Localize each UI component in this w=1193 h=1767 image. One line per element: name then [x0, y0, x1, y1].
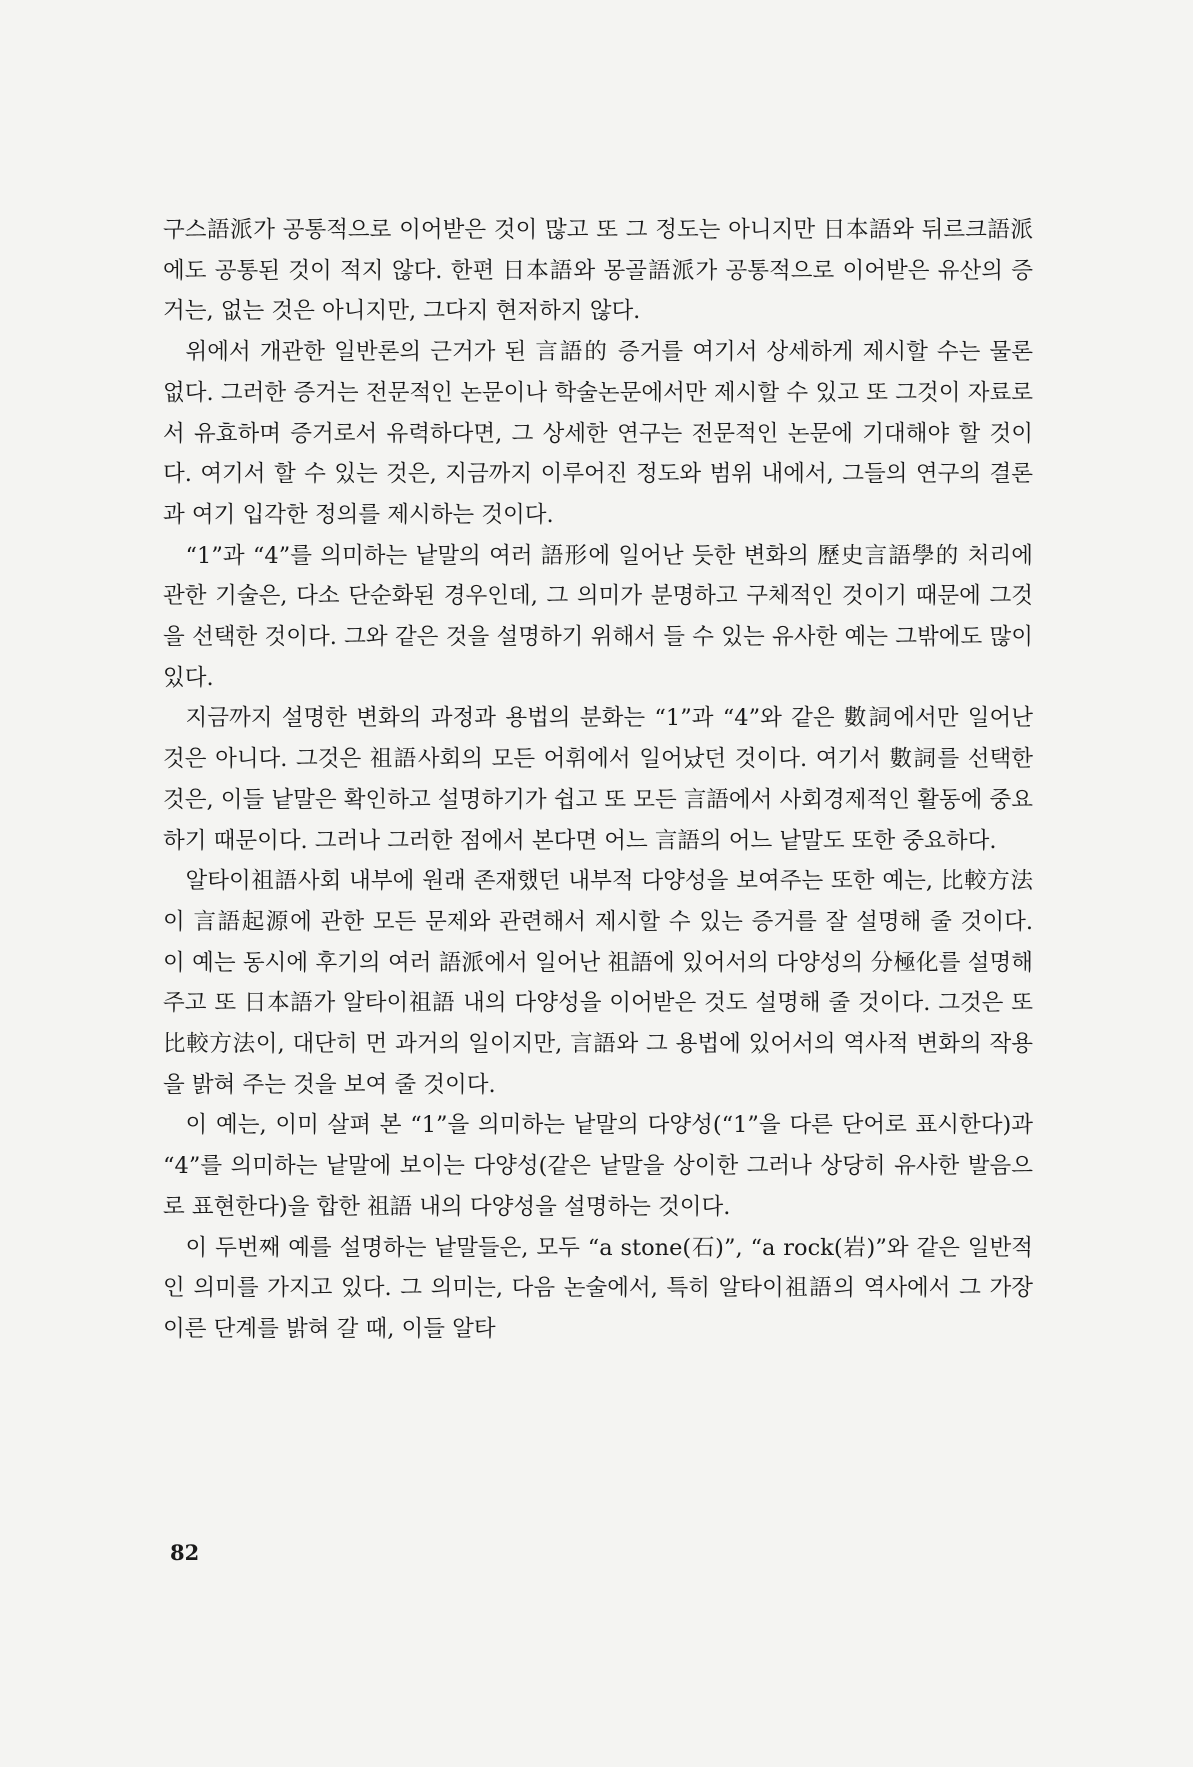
- paragraph-1: 구스語派가 공통적으로 이어받은 것이 많고 또 그 정도는 아니지만 日本語와 뒤르크語派에도 공통된 것이 적지 않다. 한편 日本語와 몽골語派가 공통적으로 이어받은 유산의 증거는, 없는 것은 아니지만, 그다지 현저하지 않다.: [163, 217, 1033, 325]
- page-number: 82: [170, 1540, 200, 1565]
- paragraph-3: “1”과 “4”를 의미하는 낱말의 여러 語形에 일어난 듯한 변화의 歷史言語學的 처리에 관한 기술은, 다소 단순화된 경우인데, 그 의미가 분명하고 구체적인 것이기 때문에 그것을 선택한 것이다. 그와 같은 것을 설명하기 위해서 들 수 있는 유사한 예는 그밖에도 많이 있다.: [163, 542, 1033, 691]
- body-text: [163, 210, 1033, 1350]
- paragraph-7: 이 두번째 예를 설명하는 낱말들은, 모두 “a stone(石)”, “a rock(岩)”와 같은 일반적인 의미를 가지고 있다. 그 의미는, 다음 논술에서, 특히 알타이祖語의 역사에서 그 가장 이른 단계를 밝혀 갈 때, 이들 알타: [163, 1234, 1033, 1342]
- paragraph-2: 위에서 개관한 일반론의 근거가 된 言語的 증거를 여기서 상세하게 제시할 수는 물론 없다. 그러한 증거는 전문적인 논문이나 학술논문에서만 제시할 수 있고 또 그것이 자료로서 유효하며 증거로서 유력하다면, 그 상세한 연구는 전문적인 논문에 기대해야 할 것이다. 여기서 할 수 있는 것은, 지금까지 이루어진 정도와 범위 내에서, 그들의 연구의 결론과 여기 입각한 정의를 제시하는 것이다.: [163, 339, 1033, 528]
- paragraph-5: 알타이祖語사회 내부에 원래 존재했던 내부적 다양성을 보여주는 또한 예는, 比較方法이 言語起源에 관한 모든 문제와 관련해서 제시할 수 있는 증거를 잘 설명해 줄 것이다. 이 예는 동시에 후기의 여러 語派에서 일어난 祖語에 있어서의 다양성의 分極化를 설명해 주고 또 日本語가 알타이祖語 내의 다양성을 이어받은 것도 설명해 줄 것이다. 그것은 또 比較方法이, 대단히 먼 과거의 일이지만, 言語와 그 용법에 있어서의 역사적 변화의 작용을 밝혀 주는 것을 보여 줄 것이다.: [163, 868, 1033, 1098]
- paragraph-6: 이 예는, 이미 살펴 본 “1”을 의미하는 낱말의 다양성(“1”을 다른 단어로 표시한다)과 “4”를 의미하는 낱말에 보이는 다양성(같은 낱말을 상이한 그러나 상당히 유사한 발음으로 표현한다)을 합한 祖語 내의 다양성을 설명하는 것이다.: [163, 1112, 1033, 1220]
- paragraph-4: 지금까지 설명한 변화의 과정과 용법의 분화는 “1”과 “4”와 같은 數詞에서만 일어난 것은 아니다. 그것은 祖語사회의 모든 어휘에서 일어났던 것이다. 여기서 數詞를 선택한 것은, 이들 낱말은 확인하고 설명하기가 쉽고 또 모든 言語에서 사회경제적인 활동에 중요하기 때문이다. 그러나 그러한 점에서 본다면 어느 言語의 어느 낱말도 또한 중요하다.: [163, 705, 1033, 854]
